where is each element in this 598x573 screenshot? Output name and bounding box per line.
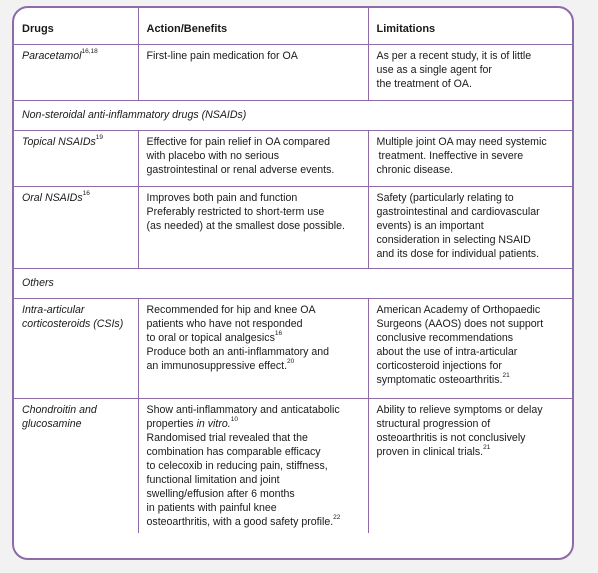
limitations-cell	[368, 44, 572, 100]
benefit-line: Effective for pain relief in OA compared	[146, 135, 331, 148]
limitation-line: osteoarthritis is not conclusively	[376, 431, 526, 444]
limitations-cell	[368, 298, 572, 398]
benefit-line: in patients with painful knee	[146, 501, 277, 514]
reference-sup: 16	[82, 189, 90, 197]
benefits-cell	[138, 130, 368, 186]
benefits-cell	[138, 186, 368, 268]
limitation-line: gastrointestinal and cardiovascular	[376, 205, 540, 218]
table-row	[14, 298, 572, 398]
reference-sup: 20	[287, 357, 295, 365]
drug-name: Intra-articular corticosteroids (CSIs)	[14, 298, 138, 398]
benefits-cell	[138, 298, 368, 398]
benefit-line: to celecoxib in reducing pain, stiffness,	[146, 459, 328, 472]
reference-sup: 19	[95, 133, 104, 141]
limitation-line: Surgeons (AAOS) does not support	[376, 317, 544, 330]
limitation-line: chronic disease.	[376, 163, 454, 176]
limitation-line: As per a recent study, it is of little	[376, 49, 532, 62]
limitation-line: Multiple joint OA may need systemic	[376, 135, 547, 148]
drug-name: Chondroitin and glucosamine	[14, 398, 138, 533]
limitation-line: events) is an important	[376, 219, 484, 232]
limitation-line: and its dose for individual patients.	[376, 247, 540, 260]
section-label: Non-steroidal anti-inflammatory drugs (NSAIDs)	[14, 100, 572, 130]
benefit-line: Randomised trial revealed that the	[146, 431, 308, 444]
limitation-line: corticosteroid injections for	[376, 359, 502, 372]
drug-comparison-card	[12, 6, 574, 560]
benefit-line: properties in vitro.$^{10}$	[146, 415, 238, 430]
benefit-line: functional limitation and joint	[146, 473, 280, 486]
benefit-line: Preferably restricted to short-term use	[146, 205, 325, 218]
benefit-line: Improves both pain and function	[146, 191, 298, 204]
limitation-line: symptomatic osteoarthritis.$^{21}$	[376, 371, 510, 386]
table-row	[14, 398, 572, 533]
limitation-line: Safety (particularly relating to	[376, 191, 514, 204]
limitations-cell	[368, 186, 572, 268]
benefit-line: Produce both an anti-inflammatory and	[146, 345, 330, 358]
section-label: Others	[14, 268, 572, 298]
limitation-line: American Academy of Orthopaedic	[376, 303, 541, 316]
limitation-line: use as a single agent for	[376, 63, 492, 76]
header-limitations: Limitations	[368, 8, 572, 44]
limitations-cell	[368, 398, 572, 533]
benefit-line: (as needed) at the smallest dose possible.	[146, 219, 345, 232]
reference-sup: 22	[333, 513, 341, 521]
limitation-line: the treatment of OA.	[376, 77, 472, 90]
limitation-line: structural progression of	[376, 417, 491, 430]
benefit-line: First-line pain medication for OA	[146, 49, 298, 62]
benefits-cell	[138, 398, 368, 533]
table-row	[14, 186, 572, 268]
benefit-line: Show anti-inflammatory and anticatabolic	[146, 403, 340, 416]
section-row	[14, 268, 572, 298]
benefits-cell	[138, 44, 368, 100]
reference-sup: 16	[274, 329, 283, 337]
reference-sup: 10	[230, 415, 238, 423]
benefit-line: patients who have not responded	[146, 317, 303, 330]
benefit-line: swelling/effusion after 6 months	[146, 487, 295, 500]
table-row	[14, 130, 572, 186]
limitation-line: Ability to relieve symptoms or delay	[376, 403, 543, 416]
header-drugs: Drugs	[14, 8, 138, 44]
benefit-line: an immunosuppressive effect.$^{20}$	[146, 357, 295, 372]
drug-name: Oral NSAIDs$^{16}$	[14, 186, 138, 268]
benefit-line: osteoarthritis, with a good safety profile.$^{22}$	[146, 513, 341, 528]
table-row	[14, 44, 572, 100]
reference-sup: 16,18	[81, 47, 98, 55]
benefit-line: with placebo with no serious	[146, 149, 279, 162]
reference-sup: 21	[483, 443, 491, 451]
benefit-line: combination has comparable efficacy	[146, 445, 321, 458]
limitation-line: about the use of intra-articular	[376, 345, 518, 358]
limitation-line: consideration in selecting NSAID	[376, 233, 531, 246]
benefit-line: Recommended for hip and knee OA	[146, 303, 316, 316]
reference-sup: 21	[502, 371, 510, 379]
limitation-line: proven in clinical trials.$^{21}$	[376, 443, 491, 458]
header-row	[14, 8, 572, 44]
drug-comparison-table	[14, 8, 572, 533]
limitation-line: treatment. Ineffective in severe	[378, 149, 524, 162]
benefit-line: to oral or topical analgesics$^{16}$	[146, 329, 283, 344]
limitations-cell	[368, 130, 572, 186]
benefit-line: gastrointestinal or renal adverse events.	[146, 163, 335, 176]
limitation-line: conclusive recommendations	[376, 331, 514, 344]
header-action-benefits: Action/Benefits	[138, 8, 368, 44]
section-row	[14, 100, 572, 130]
drug-name: Paracetamol$^{16,18}$	[14, 44, 138, 100]
drug-name: Topical NSAIDs$^{19}$	[14, 130, 138, 186]
